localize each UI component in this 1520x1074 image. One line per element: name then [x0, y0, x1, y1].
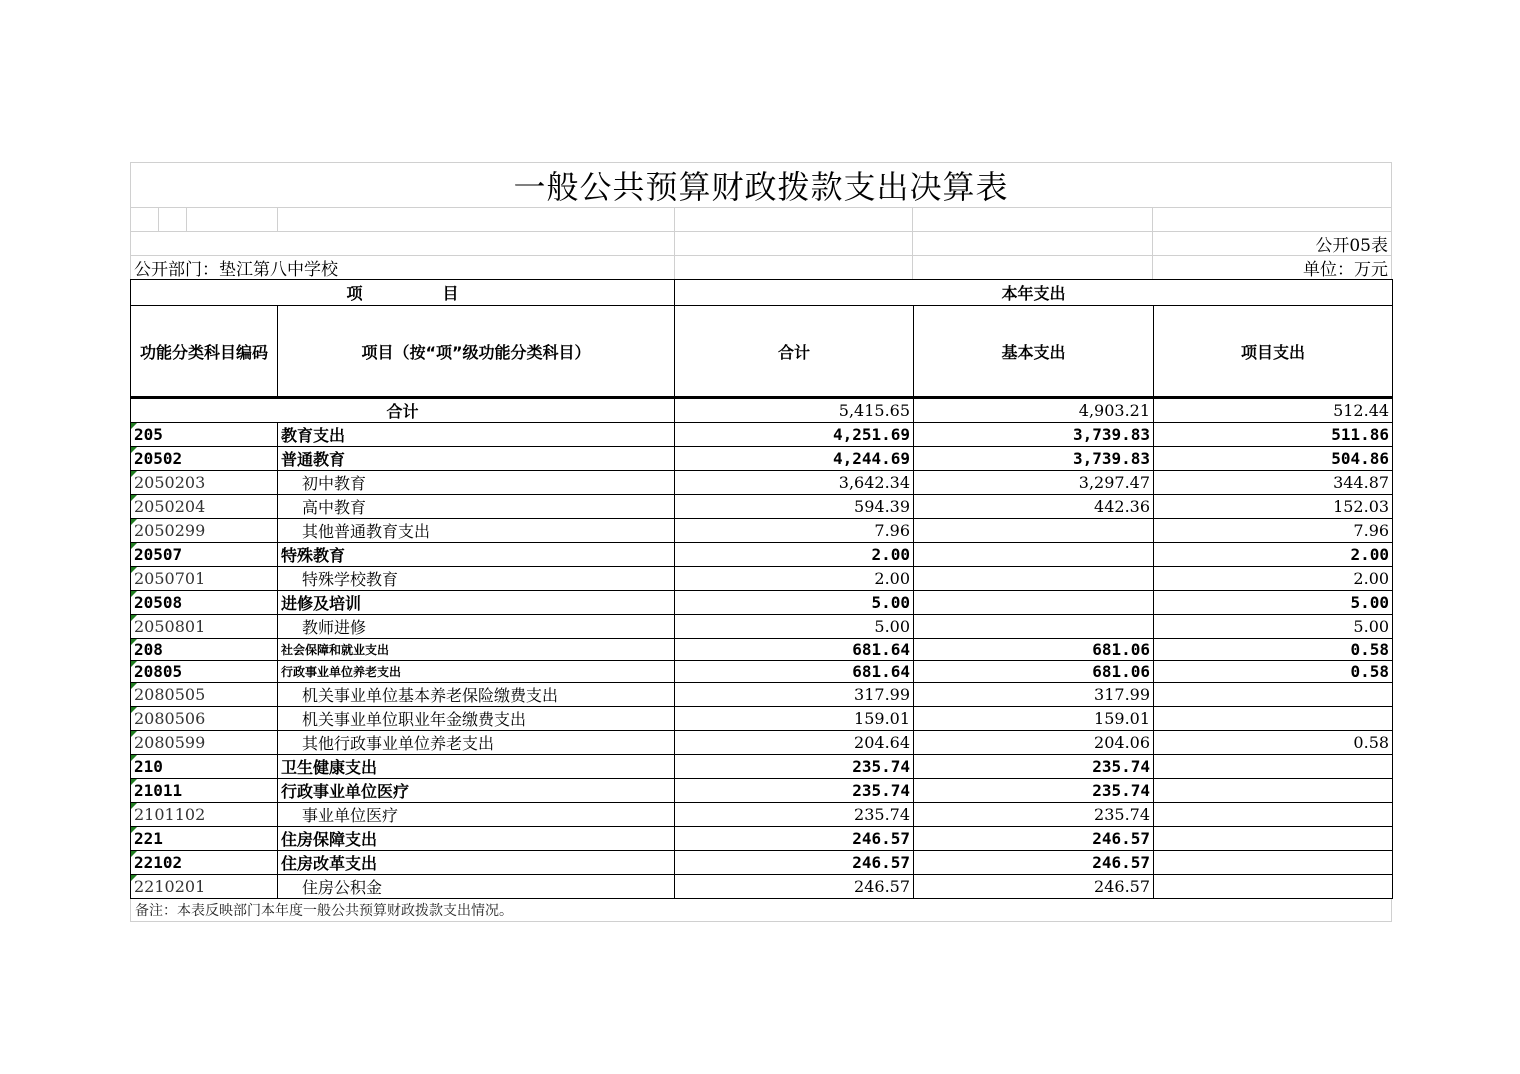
table-row	[131, 707, 1393, 731]
header-total: 合计	[675, 306, 914, 398]
row-name: 普通教育	[278, 447, 675, 471]
row-code: 2050801	[131, 615, 278, 639]
table-row	[131, 731, 1393, 755]
table-row	[131, 471, 1393, 495]
table-row	[131, 495, 1393, 519]
row-name: 行政事业单位养老支出	[278, 661, 675, 683]
row-code: 2101102	[131, 803, 278, 827]
row-total: 7.96	[675, 519, 914, 543]
row-name: 特殊学校教育	[278, 567, 675, 591]
row-basic	[914, 519, 1154, 543]
row-code: 2050299	[131, 519, 278, 543]
row-basic: 204.06	[914, 731, 1154, 755]
row-project: 152.03	[1154, 495, 1393, 519]
row-name: 进修及培训	[278, 591, 675, 615]
row-project: 504.86	[1154, 447, 1393, 471]
header-name: 项目（按“项”级功能分类科目）	[278, 306, 675, 398]
row-project: 511.86	[1154, 423, 1393, 447]
table-row	[131, 447, 1393, 471]
row-name: 教师进修	[278, 615, 675, 639]
table-row	[131, 423, 1393, 447]
table-row	[131, 803, 1393, 827]
row-name: 教育支出	[278, 423, 675, 447]
row-basic: 246.57	[914, 827, 1154, 851]
row-total: 317.99	[675, 683, 914, 707]
row-total: 246.57	[675, 851, 914, 875]
row-code: 2050203	[131, 471, 278, 495]
row-project	[1154, 851, 1393, 875]
row-code: 2080505	[131, 683, 278, 707]
table-row	[131, 827, 1393, 851]
row-basic: 235.74	[914, 803, 1154, 827]
row-code: 20805	[131, 661, 278, 683]
row-project: 5.00	[1154, 591, 1393, 615]
row-code: 2050701	[131, 567, 278, 591]
row-total: 204.64	[675, 731, 914, 755]
total-row-basic: 4,903.21	[914, 398, 1154, 423]
row-project: 0.58	[1154, 731, 1393, 755]
row-name: 机关事业单位基本养老保险缴费支出	[278, 683, 675, 707]
row-code: 2080599	[131, 731, 278, 755]
row-project: 7.96	[1154, 519, 1393, 543]
table-row	[131, 779, 1393, 803]
spreadsheet-sheet	[130, 162, 1392, 922]
department-row	[130, 255, 1392, 279]
table-row	[131, 851, 1393, 875]
row-name: 其他普通教育支出	[278, 519, 675, 543]
footnote: 备注：本表反映部门本年度一般公共预算财政拨款支出情况。	[130, 899, 1392, 922]
row-basic: 235.74	[914, 755, 1154, 779]
row-code: 2050204	[131, 495, 278, 519]
row-code: 22102	[131, 851, 278, 875]
row-code: 210	[131, 755, 278, 779]
row-total: 5.00	[675, 591, 914, 615]
row-total: 681.64	[675, 639, 914, 661]
row-code: 208	[131, 639, 278, 661]
row-name: 其他行政事业单位养老支出	[278, 731, 675, 755]
blank-grid-row	[130, 207, 1392, 231]
row-basic: 442.36	[914, 495, 1154, 519]
row-code: 2080506	[131, 707, 278, 731]
row-code: 20507	[131, 543, 278, 567]
row-basic	[914, 567, 1154, 591]
row-project	[1154, 683, 1393, 707]
row-basic	[914, 615, 1154, 639]
row-name: 机关事业单位职业年金缴费支出	[278, 707, 675, 731]
table-row	[131, 519, 1393, 543]
row-project: 2.00	[1154, 567, 1393, 591]
table-row	[131, 591, 1393, 615]
header-code: 功能分类科目编码	[131, 306, 278, 398]
row-project	[1154, 875, 1393, 899]
row-code: 20502	[131, 447, 278, 471]
table-row	[131, 875, 1393, 899]
row-basic: 3,739.83	[914, 423, 1154, 447]
page-title: 一般公共预算财政拨款支出决算表	[130, 162, 1392, 207]
row-basic: 681.06	[914, 661, 1154, 683]
row-basic: 246.57	[914, 851, 1154, 875]
row-project	[1154, 779, 1393, 803]
row-code: 2210201	[131, 875, 278, 899]
row-basic: 159.01	[914, 707, 1154, 731]
row-basic: 681.06	[914, 639, 1154, 661]
row-total: 246.57	[675, 875, 914, 899]
table-row	[131, 543, 1393, 567]
row-project	[1154, 755, 1393, 779]
row-name: 初中教育	[278, 471, 675, 495]
row-total: 159.01	[675, 707, 914, 731]
row-total: 235.74	[675, 755, 914, 779]
row-basic	[914, 543, 1154, 567]
row-name: 住房改革支出	[278, 851, 675, 875]
row-name: 特殊教育	[278, 543, 675, 567]
row-name: 社会保障和就业支出	[278, 639, 675, 661]
unit-label: 单位：万元	[1153, 256, 1392, 279]
row-basic: 3,739.83	[914, 447, 1154, 471]
row-project	[1154, 707, 1393, 731]
row-basic: 317.99	[914, 683, 1154, 707]
row-name: 卫生健康支出	[278, 755, 675, 779]
row-total: 246.57	[675, 827, 914, 851]
row-name: 住房公积金	[278, 875, 675, 899]
row-project: 344.87	[1154, 471, 1393, 495]
total-row-total: 5,415.65	[675, 398, 914, 423]
table-row	[131, 683, 1393, 707]
table-row	[131, 661, 1393, 683]
row-name: 高中教育	[278, 495, 675, 519]
row-project	[1154, 827, 1393, 851]
row-name: 住房保障支出	[278, 827, 675, 851]
row-name: 事业单位医疗	[278, 803, 675, 827]
row-total: 3,642.34	[675, 471, 914, 495]
table-row	[131, 567, 1393, 591]
header-basic: 基本支出	[914, 306, 1154, 398]
row-project: 2.00	[1154, 543, 1393, 567]
row-project: 0.58	[1154, 661, 1393, 683]
row-basic	[914, 591, 1154, 615]
row-total: 235.74	[675, 779, 914, 803]
table-number: 公开05表	[1153, 232, 1392, 255]
header-item-group: 项 目	[131, 280, 675, 306]
table-row	[131, 755, 1393, 779]
row-total: 681.64	[675, 661, 914, 683]
row-total: 2.00	[675, 567, 914, 591]
row-total: 235.74	[675, 803, 914, 827]
row-basic: 235.74	[914, 779, 1154, 803]
row-total: 4,244.69	[675, 447, 914, 471]
row-project: 5.00	[1154, 615, 1393, 639]
row-basic: 246.57	[914, 875, 1154, 899]
row-total: 2.00	[675, 543, 914, 567]
row-basic: 3,297.47	[914, 471, 1154, 495]
row-code: 20508	[131, 591, 278, 615]
header-year-group: 本年支出	[675, 280, 1393, 306]
row-name: 行政事业单位医疗	[278, 779, 675, 803]
total-row-label: 合计	[131, 398, 675, 423]
header-project: 项目支出	[1154, 306, 1393, 398]
table-row	[131, 615, 1393, 639]
row-code: 205	[131, 423, 278, 447]
table-row	[131, 639, 1393, 661]
department-label: 公开部门：垫江第八中学校	[131, 256, 675, 279]
row-project	[1154, 803, 1393, 827]
total-row-project: 512.44	[1154, 398, 1393, 423]
row-total: 4,251.69	[675, 423, 914, 447]
table-number-row	[130, 231, 1392, 255]
row-code: 221	[131, 827, 278, 851]
row-code: 21011	[131, 779, 278, 803]
row-project: 0.58	[1154, 639, 1393, 661]
row-total: 5.00	[675, 615, 914, 639]
row-total: 594.39	[675, 495, 914, 519]
expenditure-table	[130, 279, 1393, 899]
